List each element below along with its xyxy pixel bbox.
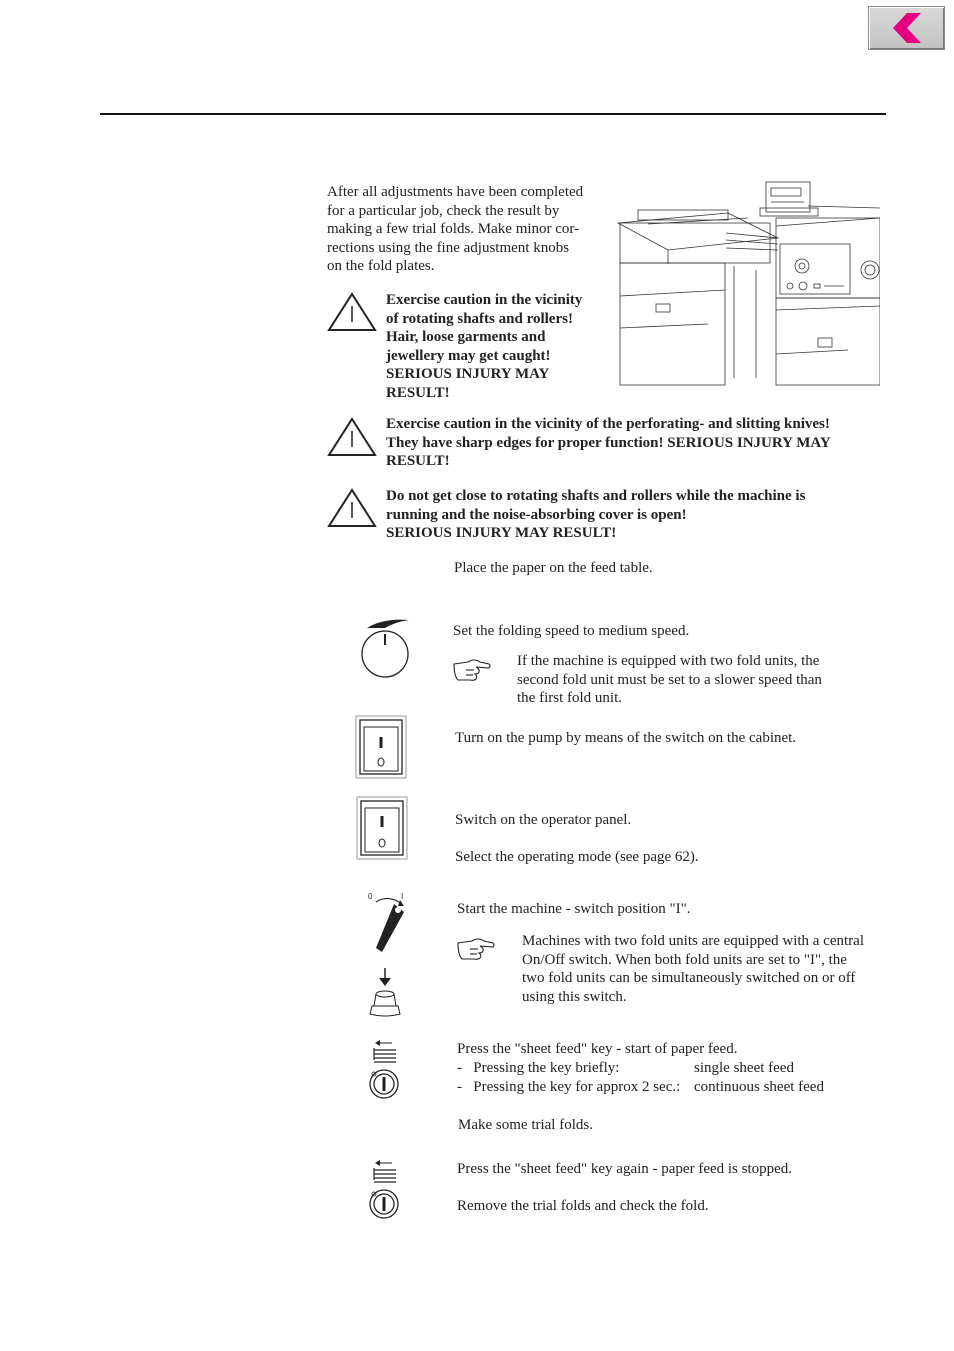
warning-1-text bbox=[386, 291, 616, 403]
feed-option-label: - Pressing the key for approx 2 sec.: bbox=[457, 1078, 681, 1095]
rocker-switch-icon bbox=[355, 715, 407, 779]
pointing-hand-icon bbox=[452, 654, 492, 684]
intro-paragraph bbox=[327, 183, 617, 276]
step-pump: Turn on the pump by means of the switch on the cabinet. bbox=[455, 730, 797, 746]
note-line: two fold units can be simultaneously switched on or off bbox=[522, 970, 856, 987]
note-line: using this switch. bbox=[522, 988, 627, 1005]
note-speed bbox=[517, 652, 887, 708]
warning-line: Exercise caution in the vicinity of the perforating- and slitting knives! bbox=[386, 416, 830, 432]
intro-line: rections using the fine adjustment knobs bbox=[327, 239, 570, 256]
note-line: Machines with two fold units are equipped with a central bbox=[522, 933, 864, 949]
warning-line: RESULT! bbox=[386, 384, 450, 401]
warning-line: jewellery may get caught! bbox=[386, 347, 551, 364]
folding-machine-illustration bbox=[608, 178, 880, 388]
step-panel: Switch on the operator panel. bbox=[455, 812, 632, 828]
step-stop: Press the "sheet feed" key again - paper feed is stopped. bbox=[457, 1161, 793, 1177]
note-line: On/Off switch. When both fold units are set to "I", the bbox=[522, 951, 847, 968]
note-start bbox=[522, 932, 902, 1006]
warning-line: They have sharp edges for proper function! SERIOUS INJURY MAY bbox=[386, 434, 831, 451]
step-start: Start the machine - switch position "I". bbox=[457, 901, 691, 917]
warning-2-text bbox=[386, 415, 886, 471]
sheet-feed-key-icon bbox=[366, 1038, 402, 1102]
warning-line: SERIOUS INJURY MAY bbox=[386, 366, 550, 383]
warning-line: running and the noise-absorbing cover is open! bbox=[386, 506, 687, 523]
knob-label-on: I bbox=[401, 892, 404, 901]
step-mode: Select the operating mode (see page 62). bbox=[455, 849, 699, 865]
speed-dial-icon bbox=[357, 614, 413, 678]
warning-line: Exercise caution in the vicinity bbox=[386, 292, 583, 308]
warning-3-text bbox=[386, 487, 886, 543]
main-switch-icon bbox=[364, 890, 414, 956]
feed-option-row bbox=[457, 1059, 877, 1078]
warning-triangle-icon bbox=[327, 417, 377, 457]
warning-triangle-icon bbox=[327, 488, 377, 528]
warning-line: Hair, loose garments and bbox=[386, 329, 546, 346]
knob-label-off: 0 bbox=[368, 892, 373, 901]
note-line: the first fold unit. bbox=[517, 690, 622, 707]
intro-line: making a few trial folds. Make minor cor- bbox=[327, 221, 580, 238]
warning-line: RESULT! bbox=[386, 453, 450, 470]
rocker-switch-icon bbox=[356, 796, 408, 860]
intro-line: for a particular job, check the result by bbox=[327, 202, 560, 219]
push-key-down-icon bbox=[366, 966, 404, 1018]
warning-line: SERIOUS INJURY MAY RESULT! bbox=[386, 525, 617, 542]
note-line: If the machine is equipped with two fold units, the bbox=[517, 653, 820, 669]
pointing-hand-icon bbox=[456, 933, 496, 963]
feed-option-value: single sheet feed bbox=[694, 1060, 794, 1076]
step-trial: Make some trial folds. bbox=[458, 1117, 593, 1133]
intro-line: After all adjustments have been completed bbox=[327, 184, 584, 200]
feed-options bbox=[457, 1059, 877, 1096]
feed-option-row bbox=[457, 1078, 877, 1097]
warning-triangle-icon bbox=[327, 292, 377, 332]
back-arrow-icon bbox=[869, 7, 944, 49]
header-rule bbox=[100, 113, 886, 115]
feed-option-label: - Pressing the key briefly: bbox=[457, 1060, 620, 1076]
step-place-paper: Place the paper on the feed table. bbox=[454, 560, 653, 576]
back-button[interactable] bbox=[868, 6, 945, 50]
step-speed: Set the folding speed to medium speed. bbox=[453, 623, 690, 639]
warning-line: Do not get close to rotating shafts and rollers while the machine is bbox=[386, 488, 806, 504]
sheet-feed-key-icon bbox=[366, 1158, 402, 1222]
step-remove: Remove the trial folds and check the fold. bbox=[457, 1198, 709, 1214]
step-feed: Press the "sheet feed" key - start of paper feed. bbox=[457, 1041, 738, 1057]
warning-line: of rotating shafts and rollers! bbox=[386, 310, 573, 327]
note-line: second fold unit must be set to a slower speed than bbox=[517, 671, 822, 688]
intro-line: on the fold plates. bbox=[327, 258, 435, 275]
feed-option-value: continuous sheet feed bbox=[694, 1078, 824, 1095]
